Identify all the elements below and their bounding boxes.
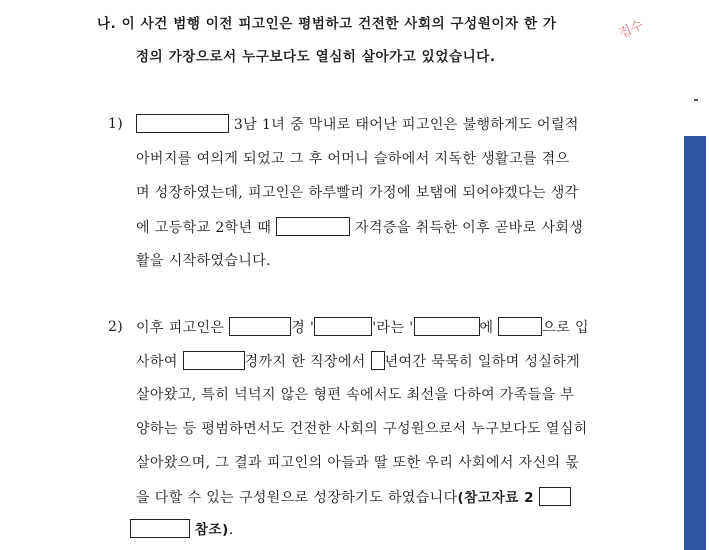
redaction-box — [414, 317, 480, 336]
redaction-box — [183, 351, 245, 370]
redaction-box — [314, 317, 372, 336]
para2-marker: 2) — [108, 319, 124, 335]
para2-line2: 사하여 경까지 한 직장에서 년여간 묵묵히 일하며 성실하게 — [136, 351, 580, 372]
redaction-box — [539, 487, 571, 506]
redaction-box — [130, 519, 190, 538]
redaction-box — [229, 317, 291, 336]
side-binding-bar — [684, 136, 706, 550]
para1-line3: 며 성장하였는데, 피고인은 하루빨리 가정에 보탬에 되어야겠다는 생각 — [136, 185, 579, 201]
para1-line1: 3남 1녀 중 막내로 태어난 피고인은 불행하게도 어릴적 — [136, 114, 579, 135]
section-heading-line2: 정의 가장으로서 누구보다도 열심히 살아가고 있었습니다. — [136, 49, 496, 65]
para2-line1: 이후 피고인은 경 ' '라는 ' 에 으로 입 — [136, 317, 589, 338]
redaction-box — [276, 217, 350, 236]
para1-line5: 활을 시작하였습니다. — [136, 253, 272, 269]
redaction-box — [498, 317, 542, 336]
redaction-box — [136, 114, 229, 133]
receipt-stamp: 접수 — [616, 17, 646, 42]
para1-line2: 아버지를 여의게 되었고 그 후 어머니 슬하에서 지독한 생활고를 겪으 — [136, 151, 570, 167]
section-heading-line1: 나. 이 사건 범행 이전 피고인은 평범하고 건전한 사회의 구성원이자 한 가 — [97, 16, 557, 32]
para1-line4: 에 고등학교 2학년 때 자격증을 취득한 이후 곧바로 사회생 — [136, 217, 583, 238]
para2-line7: 참조). — [130, 519, 234, 540]
para2-line3: 살아왔고, 특히 넉넉지 않은 형편 속에서도 최선을 다하여 가족들을 부 — [136, 387, 575, 403]
scan-mark — [694, 99, 698, 101]
para2-line5: 살아왔으며, 그 결과 피고인의 아들과 딸 또한 우리 사회에서 자신의 몫 — [136, 455, 580, 471]
para2-line6: 을 다할 수 있는 구성원으로 성장하기도 하였습니다(참고자료 2 — [136, 487, 571, 508]
redaction-box — [371, 351, 385, 370]
para2-line4: 양하는 등 평범하면서도 건전한 사회의 구성원으로서 누구보다도 열심히 — [136, 421, 588, 437]
para1-marker: 1) — [108, 116, 124, 132]
